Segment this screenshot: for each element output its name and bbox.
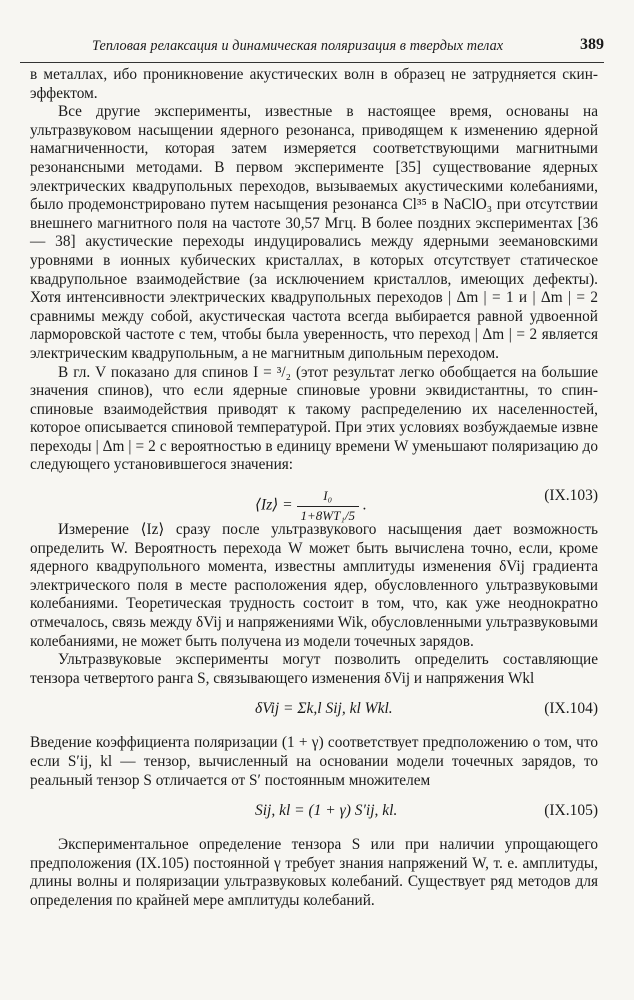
fraction-denominator: 1+8WT₁/5	[300, 507, 355, 523]
equation-number: (IX.104)	[544, 700, 598, 718]
equation-ix-105	[30, 796, 598, 830]
paragraph: в металлах, ибо проникновение акустических волн в образец не затрудняется скин-эффектом.	[30, 66, 598, 102]
equation-ix-104	[30, 694, 598, 728]
paragraph: Измерение ⟨Iz⟩ сразу после ультразвукового насыщения дает возможность определить W. Вероятность перехода W может быть вычислена точно, если, кроме ядерного квадрупольного момента, известны амплитуды изменения δVij градиента электрического поля в месте расположения ядер, обусловленного ультразвуковыми колебаниями. Теоретическая трудность состоит в том, что, как уже неоднократно отмечалось, связь между δVij и напряжениями Wik, обусловленными ультразвуковыми колебаниями, не может быть получена из модели точечных зарядов.	[30, 521, 598, 650]
page-number: 389	[580, 36, 604, 53]
fraction-numerator: I₀	[297, 487, 359, 507]
equation-ix-103	[30, 481, 598, 523]
paragraph: Все другие эксперименты, известные в настоящее время, основаны на ультразвуковом насыщении ядерного резонанса, приводящем к изменению ядерной намагниченности, которая затем измеряется соответствующими магнитными резонансными методами. В первом эксперименте [35] существование ядерных электрических квадрупольных переходов, вызываемых акустическими колебаниями, было продемонстрировано путем насыщения резонанса Cl³⁵ в NaClO₃ при отсутствии внешнего магнитного поля на частоте 30,57 Мгц. В более поздних экспериментах [36 — 38] акустические переходы индуцировались между ядерными зеемановскими уровнями в ионных кубических кристаллах, в которых отсутствует статическое квадрупольное взаимодействие (за исключением кристаллов, имеющих дефекты). Хотя интенсивности электрических квадрупольных переходов | Δm | = 1 и | Δm | = 2 сравнимы между собой, акустическая частота всегда выбирается равной удвоенной ларморовской частоте с тем, чтобы была уверенность, что переход | Δm | = 2 является электрическим квадрупольным, а не магнитным дипольным переходом.	[30, 103, 598, 362]
fraction	[297, 487, 359, 525]
equation-number: (IX.105)	[544, 802, 598, 820]
running-title: Тепловая релаксация и динамическая поляризация в твердых телах	[92, 38, 504, 54]
running-header	[20, 36, 604, 63]
paragraph: В гл. V показано для спинов I = ³/₂ (этот результат легко обобщается на большие значения спинов), что если ядерные спиновые уровни эквидистантны, то спин-спиновые взаимодействия приводят к такому распределению их населенностей, которое описывается спиновой температурой. При этих условиях возбуждаемые извне переходы | Δm | = 2 с вероятностью в единицу времени W уменьшают поляризацию до следующего установившегося значения:	[30, 363, 598, 474]
page-body	[30, 66, 598, 911]
equation-formula: δVij = Σk,l Sij, kl Wkl.	[255, 700, 393, 718]
equation-formula: ⟨Iz⟩ = $\frac{\text{I₀}}{\text{1+8WT₁/5}}$ .	[255, 487, 367, 525]
paragraph: Экспериментальное определение тензора S или при наличии упрощающего предположения (IX.105) постоянной γ требует знания напряжений W, т. е. амплитуды, длины волны и поляризации ультразвуковых колебаний. Существует ряд методов для определения по крайней мере амплитуды колебаний.	[30, 836, 598, 909]
paragraph: Ультразвуковые эксперименты могут позволить определить составляющие тензора четвертого ранга S, связывающего изменения δVij и напряжения Wkl	[30, 651, 598, 687]
equation-number: (IX.103)	[544, 487, 598, 505]
paragraph: Введение коэффициента поляризации (1 + γ) соответствует предположению о том, что если S′ij, kl — тензор, вычисленный на основании модели точечных зарядов, то реальный тензор S отличается от S′ постоянным множителем	[30, 734, 598, 789]
equation-formula: Sij, kl = (1 + γ) S′ij, kl.	[255, 802, 398, 820]
